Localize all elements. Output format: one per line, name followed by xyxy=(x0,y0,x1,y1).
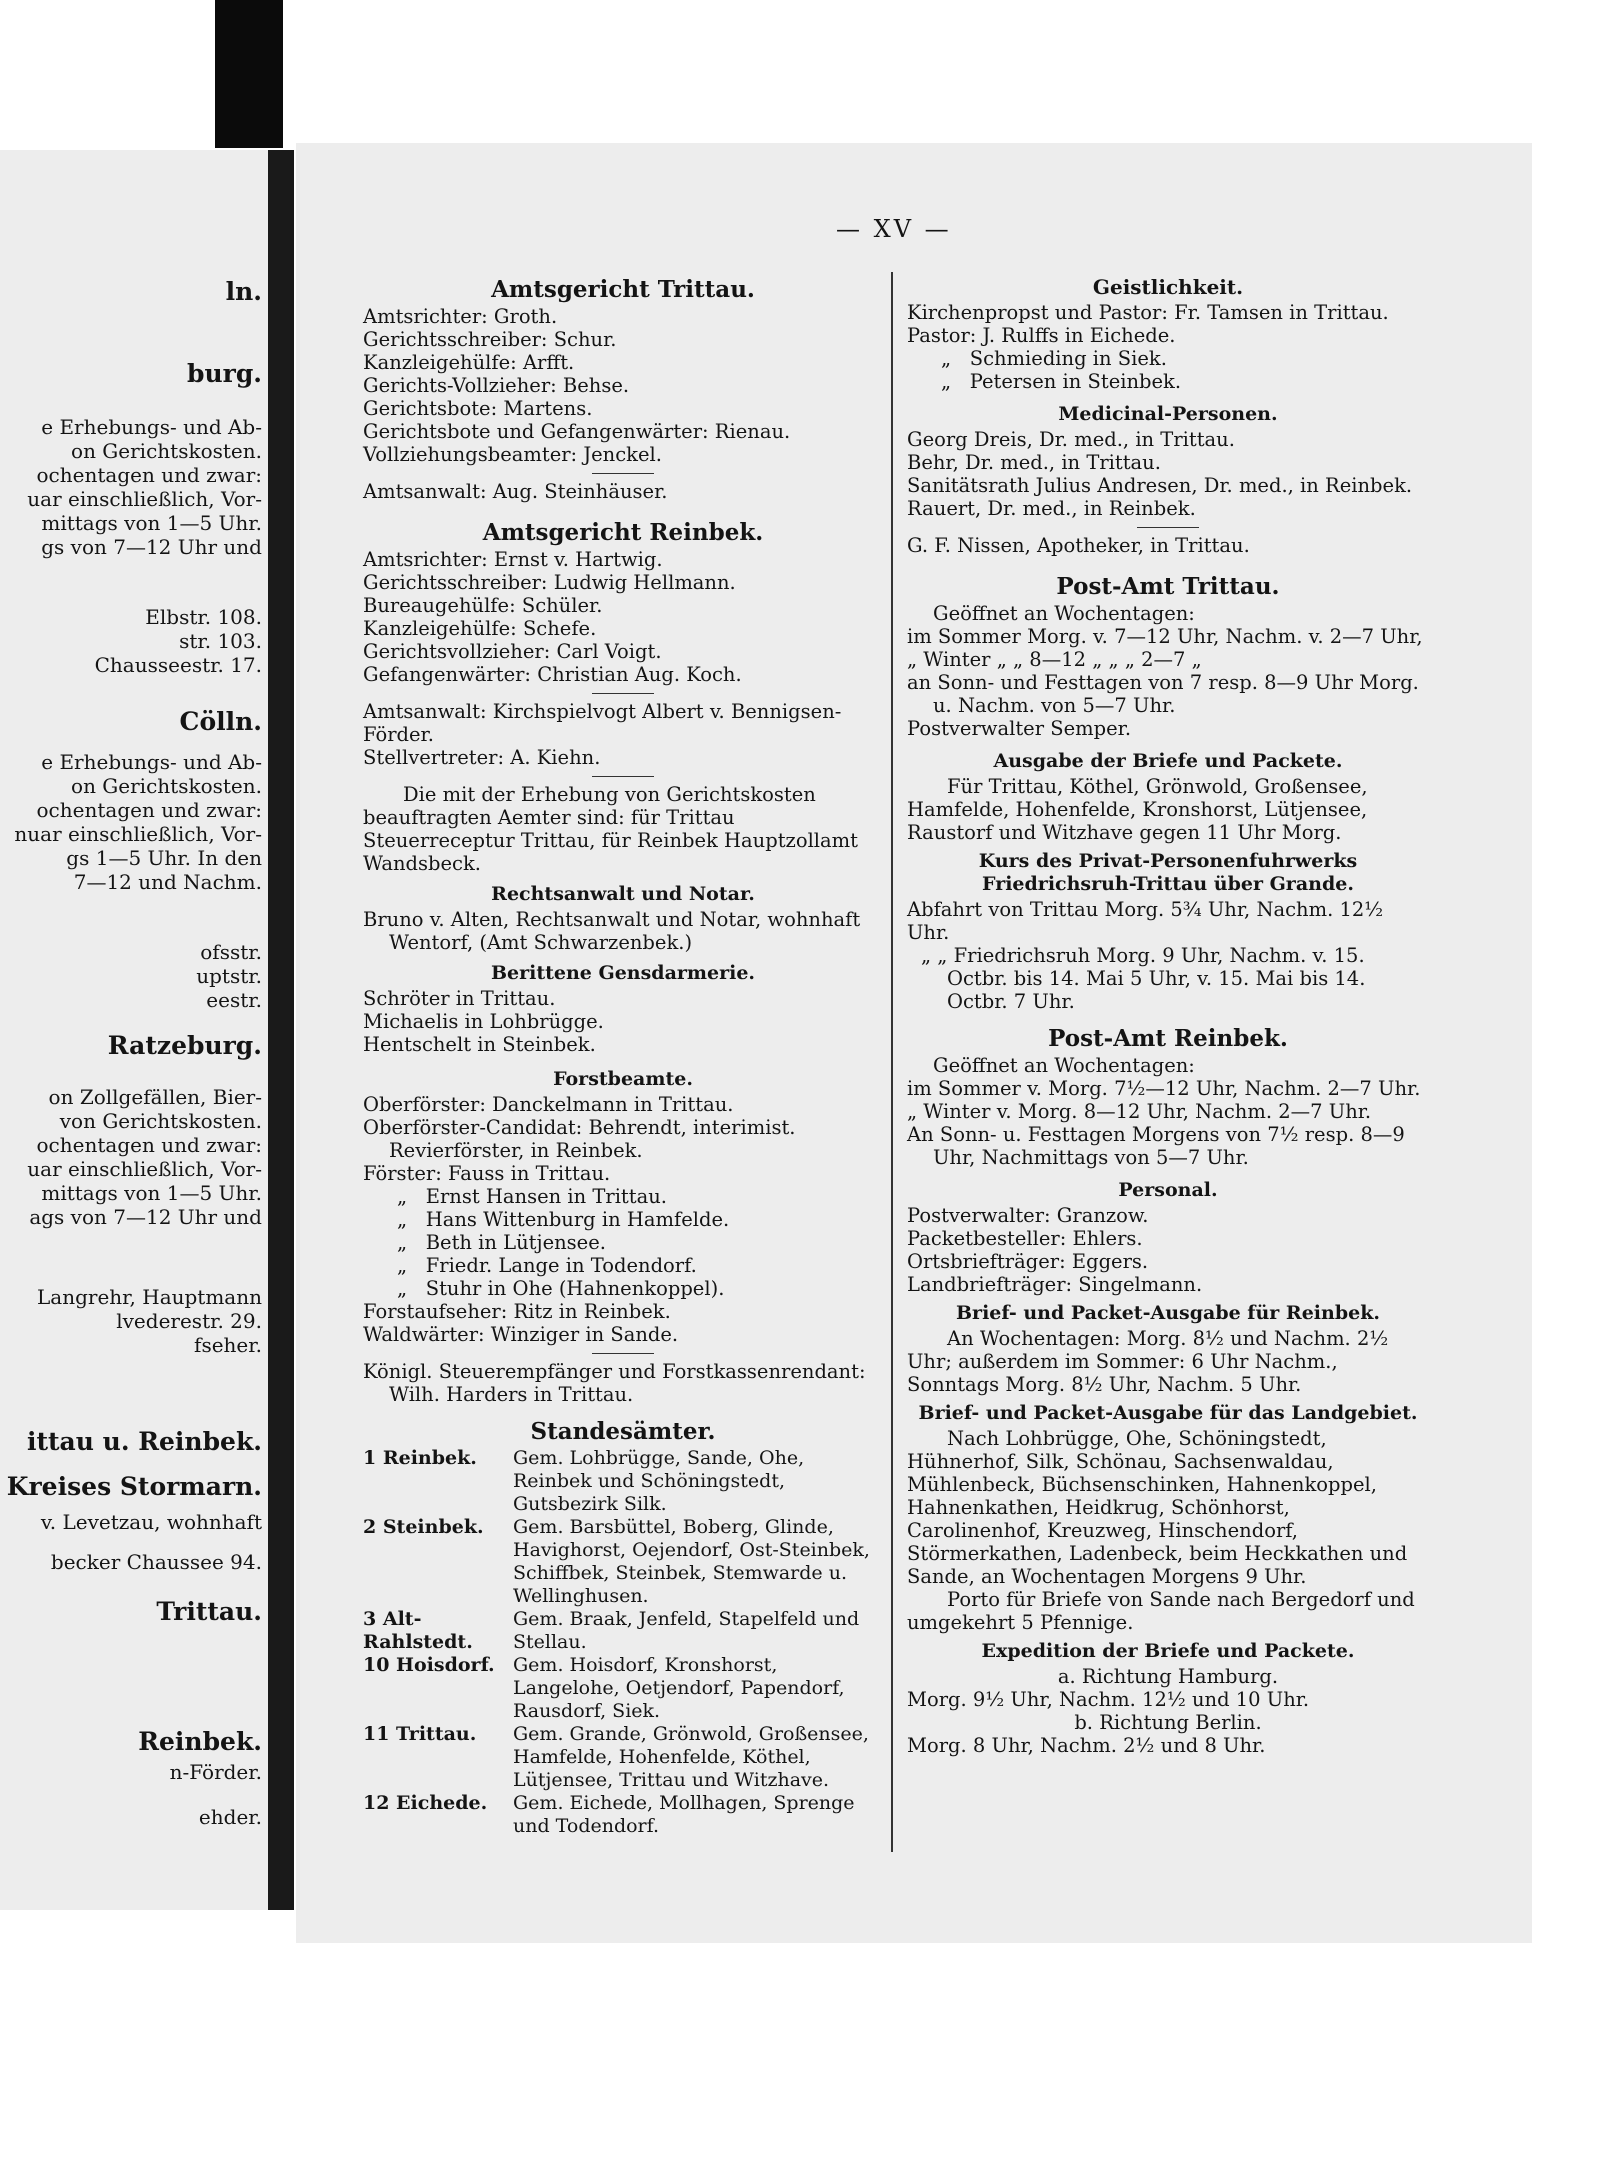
table-row xyxy=(363,1723,883,1792)
left-fragment-line: v. Levetzau, wohnhaft xyxy=(40,1510,262,1534)
text-line: b. Richtung Berlin. xyxy=(1074,1711,1262,1734)
left-fragment-line: gs von 7—12 Uhr und xyxy=(41,535,262,559)
text-line: Pastor: J. Rulffs in Eichede. xyxy=(907,324,1176,347)
table-row xyxy=(363,1654,883,1723)
text-line: a. Richtung Hamburg. xyxy=(1057,1665,1279,1688)
heading-expedition: Expedition der Briefe und Packete. xyxy=(981,1640,1355,1662)
heading-gensdarmerie: Berittene Gensdarmerie. xyxy=(490,962,756,984)
text-line: „ Winter v. Morg. 8—12 Uhr, Nachm. 2—7 Uhr. xyxy=(907,1100,1372,1123)
text-line: Amtsrichter: Ernst v. Hartwig. xyxy=(363,548,663,571)
left-column xyxy=(363,268,883,1838)
left-fragment-line: ittau u. Reinbek. xyxy=(26,1427,262,1456)
left-fragment-line: Kreises Stormarn. xyxy=(6,1472,262,1501)
standesaemter-table xyxy=(363,1447,883,1838)
text-line: Gerichtsschreiber: Ludwig Hellmann. xyxy=(363,571,736,594)
text-line: Schröter in Trittau. xyxy=(363,987,556,1010)
left-fragment-line: ochentagen und zwar: xyxy=(36,1133,262,1157)
left-fragment-line: lvederestr. 29. xyxy=(116,1309,262,1333)
table-row xyxy=(363,1608,883,1654)
text-line xyxy=(363,1208,883,1231)
text-line: An Sonn- u. Festtagen Morgens von 7½ resp. 8—9 Uhr, Nachmittags von 5—7 Uhr. xyxy=(907,1123,1405,1169)
text-line: Gerichtsschreiber: Schur. xyxy=(363,328,617,351)
left-fragment-line: burg. xyxy=(186,359,262,388)
left-fragment-line: uar einschließlich, Vor- xyxy=(27,1157,262,1181)
separator xyxy=(592,473,654,474)
heading-amtsgericht-reinbek: Amtsgericht Reinbek. xyxy=(482,519,764,546)
heading-ausgabe-landgebiet: Brief- und Packet-Ausgabe für das Landgebiet. xyxy=(918,1402,1418,1424)
paragraph: Königl. Steuerempfänger und Forstkassenrendant: Wilh. Harders in Trittau. xyxy=(363,1360,866,1406)
left-fragment-line: Cölln. xyxy=(179,707,262,736)
heading-ausgabe-trittau: Ausgabe der Briefe und Packete. xyxy=(993,750,1343,772)
heading-geistlichkeit: Geistlichkeit. xyxy=(1092,275,1244,299)
text-line: Packetbesteller: Ehlers. xyxy=(907,1227,1143,1250)
left-fragment-line: gs 1—5 Uhr. In den xyxy=(66,846,262,870)
scan-border-bottom xyxy=(0,2020,1600,2177)
table-cell: 10 Hoisdorf. xyxy=(363,1654,495,1676)
left-fragment-line: on Gerichtskosten. xyxy=(71,774,262,798)
table-cell: 3 Alt-Rahlstedt. xyxy=(363,1608,473,1653)
text-line: Gerichtsvollzieher: Carl Voigt. xyxy=(363,640,662,663)
text-line: Landbriefträger: Singelmann. xyxy=(907,1273,1203,1296)
ditto-mark: „ xyxy=(397,1208,408,1231)
text-line: Rauert, Dr. med., in Reinbek. xyxy=(907,497,1196,520)
heading-post-reinbek: Post-Amt Reinbek. xyxy=(1048,1025,1288,1052)
paragraph: Bruno v. Alten, Rechtsanwalt und Notar, wohnhaft Wentorf, (Amt Schwarzenbek.) xyxy=(363,908,861,954)
name: Beth in Lütjensee. xyxy=(425,1231,606,1254)
left-fragment-line: mittags von 1—5 Uhr. xyxy=(41,511,262,535)
separator xyxy=(592,693,654,694)
text-line: Geöffnet an Wochentagen: xyxy=(933,602,1195,625)
ditto-mark: „ xyxy=(941,370,952,393)
text-line: Ortsbriefträger: Eggers. xyxy=(907,1250,1149,1273)
text-line: „ Winter „ „ 8—12 „ „ „ 2—7 „ xyxy=(907,648,1202,671)
ditto-mark: „ xyxy=(397,1185,408,1208)
left-fragment-line: str. 103. xyxy=(179,629,262,653)
separator xyxy=(592,776,654,777)
text-line: Oberförster-Candidat: Behrendt, interimist. Revierförster, in Reinbek. xyxy=(363,1116,796,1162)
text-line: im Sommer v. Morg. 7½—12 Uhr, Nachm. 2—7 Uhr. xyxy=(907,1077,1421,1100)
table-cell: 2 Steinbek. xyxy=(363,1516,484,1538)
left-fragment-line: Elbstr. 108. xyxy=(145,605,262,629)
heading-ausgabe-reinbek: Brief- und Packet-Ausgabe für Reinbek. xyxy=(956,1302,1380,1324)
paragraph: Porto für Briefe von Sande nach Bergedorf und umgekehrt 5 Pfennige. xyxy=(907,1588,1415,1634)
heading-post-trittau: Post-Amt Trittau. xyxy=(1056,573,1280,600)
name: Stuhr in Ohe (Hahnenkoppel). xyxy=(425,1277,725,1300)
table-row xyxy=(363,1447,883,1516)
left-fragment-line: becker Chaussee 94. xyxy=(50,1550,262,1574)
text-line: Förster: Fauss in Trittau. xyxy=(363,1162,611,1185)
name: Friedr. Lange in Todendorf. xyxy=(425,1254,697,1277)
text-line xyxy=(363,1231,883,1254)
text-line: G. F. Nissen, Apotheker, in Trittau. xyxy=(907,534,1250,557)
table-cell: Gem. Lohbrügge, Sande, Ohe, Reinbek und Schöningstedt, Gutsbezirk Silk. xyxy=(513,1447,805,1515)
text-line: Vollziehungsbeamter: Jenckel. xyxy=(363,443,662,466)
text-line: Behr, Dr. med., in Trittau. xyxy=(907,451,1161,474)
left-fragment-line: mittags von 1—5 Uhr. xyxy=(41,1181,262,1205)
table-cell: Gem. Eichede, Mollhagen, Sprenge und Todendorf. xyxy=(513,1792,855,1837)
left-fragment-line: e Erhebungs- und Ab- xyxy=(41,750,262,774)
left-fragment-line: on Gerichtskosten. xyxy=(71,439,262,463)
ditto-mark: „ xyxy=(941,347,952,370)
name: Petersen in Steinbek. xyxy=(969,370,1182,393)
text-line: Morg. 9½ Uhr, Nachm. 12½ und 10 Uhr. xyxy=(907,1688,1310,1711)
heading-forstbeamte: Forstbeamte. xyxy=(553,1068,693,1090)
separator xyxy=(592,1353,654,1354)
column-rule xyxy=(891,272,893,1852)
separator xyxy=(1137,527,1199,528)
left-fragment-line: Ratzeburg. xyxy=(107,1031,262,1060)
text-line: Oberförster: Danckelmann in Trittau. xyxy=(363,1093,734,1116)
heading-amtsgericht-trittau: Amtsgericht Trittau. xyxy=(491,276,755,303)
left-fragment-line: Trittau. xyxy=(156,1597,262,1626)
left-fragment-line: ehder. xyxy=(198,1805,262,1829)
name: Hans Wittenburg in Hamfelde. xyxy=(425,1208,730,1231)
heading-kurs: Kurs des Privat-Personenfuhrwerks Friedrichsruh-Trittau über Grande. xyxy=(978,850,1358,895)
table-cell: Gem. Barsbüttel, Boberg, Glinde, Havighorst, Oejendorf, Ost-Steinbek, Schiffbek, Steinbek, Stemwarde u. Wellinghusen. xyxy=(513,1516,870,1607)
page-number: — XV — xyxy=(836,215,952,243)
left-fragment-line: eestr. xyxy=(206,988,262,1012)
table-cell: Gem. Hoisdorf, Kronshorst, Langelohe, Oetjendorf, Papendorf, Rausdorf, Siek. xyxy=(513,1654,845,1722)
heading-rechtsanwalt: Rechtsanwalt und Notar. xyxy=(491,883,755,905)
paragraph: Die mit der Erhebung von Gerichtskosten beauftragten Aemter sind: für Trittau Steuerreceptur Trittau, für Reinbek Hauptzollamt Wandsbeck. xyxy=(363,783,858,875)
left-fragment-line: fseher. xyxy=(194,1333,262,1357)
text-line xyxy=(363,1185,883,1208)
left-fragment-line: uar einschließlich, Vor- xyxy=(27,487,262,511)
left-fragment-line: Reinbek. xyxy=(138,1727,262,1756)
text-line: Amtsanwalt: Kirchspielvogt Albert v. Bennigsen-Förder. xyxy=(363,700,842,746)
page-fold-shadow xyxy=(268,150,294,1910)
text-line: Gerichtsbote und Gefangenwärter: Rienau. xyxy=(363,420,791,443)
text-line: Michaelis in Lohbrügge. xyxy=(363,1010,604,1033)
left-fragment-line: Langrehr, Hauptmann xyxy=(37,1285,262,1309)
name: Ernst Hansen in Trittau. xyxy=(425,1185,667,1208)
text-line: an Sonn- und Festtagen von 7 resp. 8—9 Uhr Morg. u. Nachm. von 5—7 Uhr. xyxy=(907,671,1419,717)
left-fragment-line: ags von 7—12 Uhr und xyxy=(29,1205,262,1229)
text-line: Kanzleigehülfe: Schefe. xyxy=(363,617,597,640)
left-fragment-line: n-Förder. xyxy=(169,1760,262,1784)
binding-gutter xyxy=(215,0,283,148)
text-line: Amtsrichter: Groth. xyxy=(363,305,558,328)
text-line: Abfahrt von Trittau Morg. 5¾ Uhr, Nachm. 12½ Uhr. xyxy=(907,898,1384,944)
text-line: Geöffnet an Wochentagen: xyxy=(933,1054,1195,1077)
left-page-fragment xyxy=(0,150,270,1910)
table-cell: Gem. Braak, Jenfeld, Stapelfeld und Stellau. xyxy=(513,1608,860,1653)
text-line xyxy=(907,347,1429,370)
left-fragment-line: ochentagen und zwar: xyxy=(36,798,262,822)
text-line: im Sommer Morg. v. 7—12 Uhr, Nachm. v. 2—7 Uhr, xyxy=(907,625,1423,648)
text-line: Bureaugehülfe: Schüler. xyxy=(363,594,603,617)
heading-medicinal: Medicinal-Personen. xyxy=(1058,403,1278,425)
text-line: Hentschelt in Steinbek. xyxy=(363,1033,596,1056)
table-cell: 12 Eichede. xyxy=(363,1792,488,1814)
paragraph: Nach Lohbrügge, Ohe, Schöningstedt, Hühnerhof, Silk, Schönau, Sachsenwaldau, Mühlenbeck, Büchsenschinken, Hahnenkoppel, Hahnenkathen, Heidkrug, Schönhorst, Carolinenhof, Kreuzweg, Hinschendorf, Störmerkathen, Ladenbeck, beim Heckkathen und Sande, an Wochentagen Morgens 9 Uhr. xyxy=(907,1427,1408,1588)
heading-standesaemter: Standesämter. xyxy=(530,1418,716,1445)
text-line xyxy=(907,370,1429,393)
name: Schmieding in Siek. xyxy=(969,347,1167,370)
left-fragment-line: uptstr. xyxy=(196,964,262,988)
heading-personal: Personal. xyxy=(1118,1179,1218,1201)
text-line: Georg Dreis, Dr. med., in Trittau. xyxy=(907,428,1235,451)
text-line: Kanzleigehülfe: Arfft. xyxy=(363,351,575,374)
text-line: Gerichtsbote: Martens. xyxy=(363,397,593,420)
text-line: Postverwalter Semper. xyxy=(907,717,1132,740)
left-fragment-line: ofsstr. xyxy=(200,940,262,964)
left-fragment-line: ln. xyxy=(225,277,262,306)
left-fragment-line: e Erhebungs- und Ab- xyxy=(41,415,262,439)
table-row xyxy=(363,1792,883,1838)
text-line: „ „ Friedrichsruh Morg. 9 Uhr, Nachm. v. 15. Octbr. bis 14. Mai 5 Uhr, v. 15. Mai bis 14. Octbr. 7 Uhr. xyxy=(921,944,1366,1013)
paragraph: Für Trittau, Köthel, Grönwold, Großensee, Hamfelde, Hohenfelde, Kronshorst, Lütjensee, Raustorf und Witzhave gegen 11 Uhr Morg. xyxy=(907,775,1368,844)
table-cell: 11 Trittau. xyxy=(363,1723,477,1745)
table-cell: 1 Reinbek. xyxy=(363,1447,477,1469)
text-line: Waldwärter: Winziger in Sande. xyxy=(363,1323,679,1346)
left-fragment-line: Chausseestr. 17. xyxy=(94,653,262,677)
text-line: Kirchenpropst und Pastor: Fr. Tamsen in Trittau. xyxy=(907,301,1389,324)
text-line: Forstaufseher: Ritz in Reinbek. xyxy=(363,1300,671,1323)
text-line: Gerichts-Vollzieher: Behse. xyxy=(363,374,630,397)
text-line: Sanitätsrath Julius Andresen, Dr. med., in Reinbek. xyxy=(907,474,1413,497)
ditto-mark: „ xyxy=(397,1231,408,1254)
ditto-mark: „ xyxy=(397,1254,408,1277)
text-line xyxy=(363,1254,883,1277)
text-line: Morg. 8 Uhr, Nachm. 2½ und 8 Uhr. xyxy=(907,1734,1266,1757)
right-column xyxy=(907,268,1429,1757)
text-line: Gefangenwärter: Christian Aug. Koch. xyxy=(363,663,742,686)
text-line: Postverwalter: Granzow. xyxy=(907,1204,1149,1227)
text-line: Amtsanwalt: Aug. Steinhäuser. xyxy=(363,480,668,503)
paragraph: An Wochentagen: Morg. 8½ und Nachm. 2½ Uhr; außerdem im Sommer: 6 Uhr Nachm., Sonntags Morg. 8½ Uhr, Nachm. 5 Uhr. xyxy=(907,1327,1389,1396)
text-line xyxy=(363,1277,883,1300)
left-fragment-line: on Zollgefällen, Bier- xyxy=(48,1085,262,1109)
text-line: Stellvertreter: A. Kiehn. xyxy=(363,746,601,769)
table-row xyxy=(363,1516,883,1608)
left-fragment-line: 7—12 und Nachm. xyxy=(73,870,262,894)
left-fragment-line: ochentagen und zwar: xyxy=(36,463,262,487)
left-fragment-line: von Gerichtskosten. xyxy=(59,1109,262,1133)
left-fragment-line: nuar einschließlich, Vor- xyxy=(14,822,262,846)
table-cell: Gem. Grande, Grönwold, Großensee, Hamfelde, Hohenfelde, Köthel, Lütjensee, Trittau und Witzhave. xyxy=(513,1723,869,1791)
ditto-mark: „ xyxy=(397,1277,408,1300)
